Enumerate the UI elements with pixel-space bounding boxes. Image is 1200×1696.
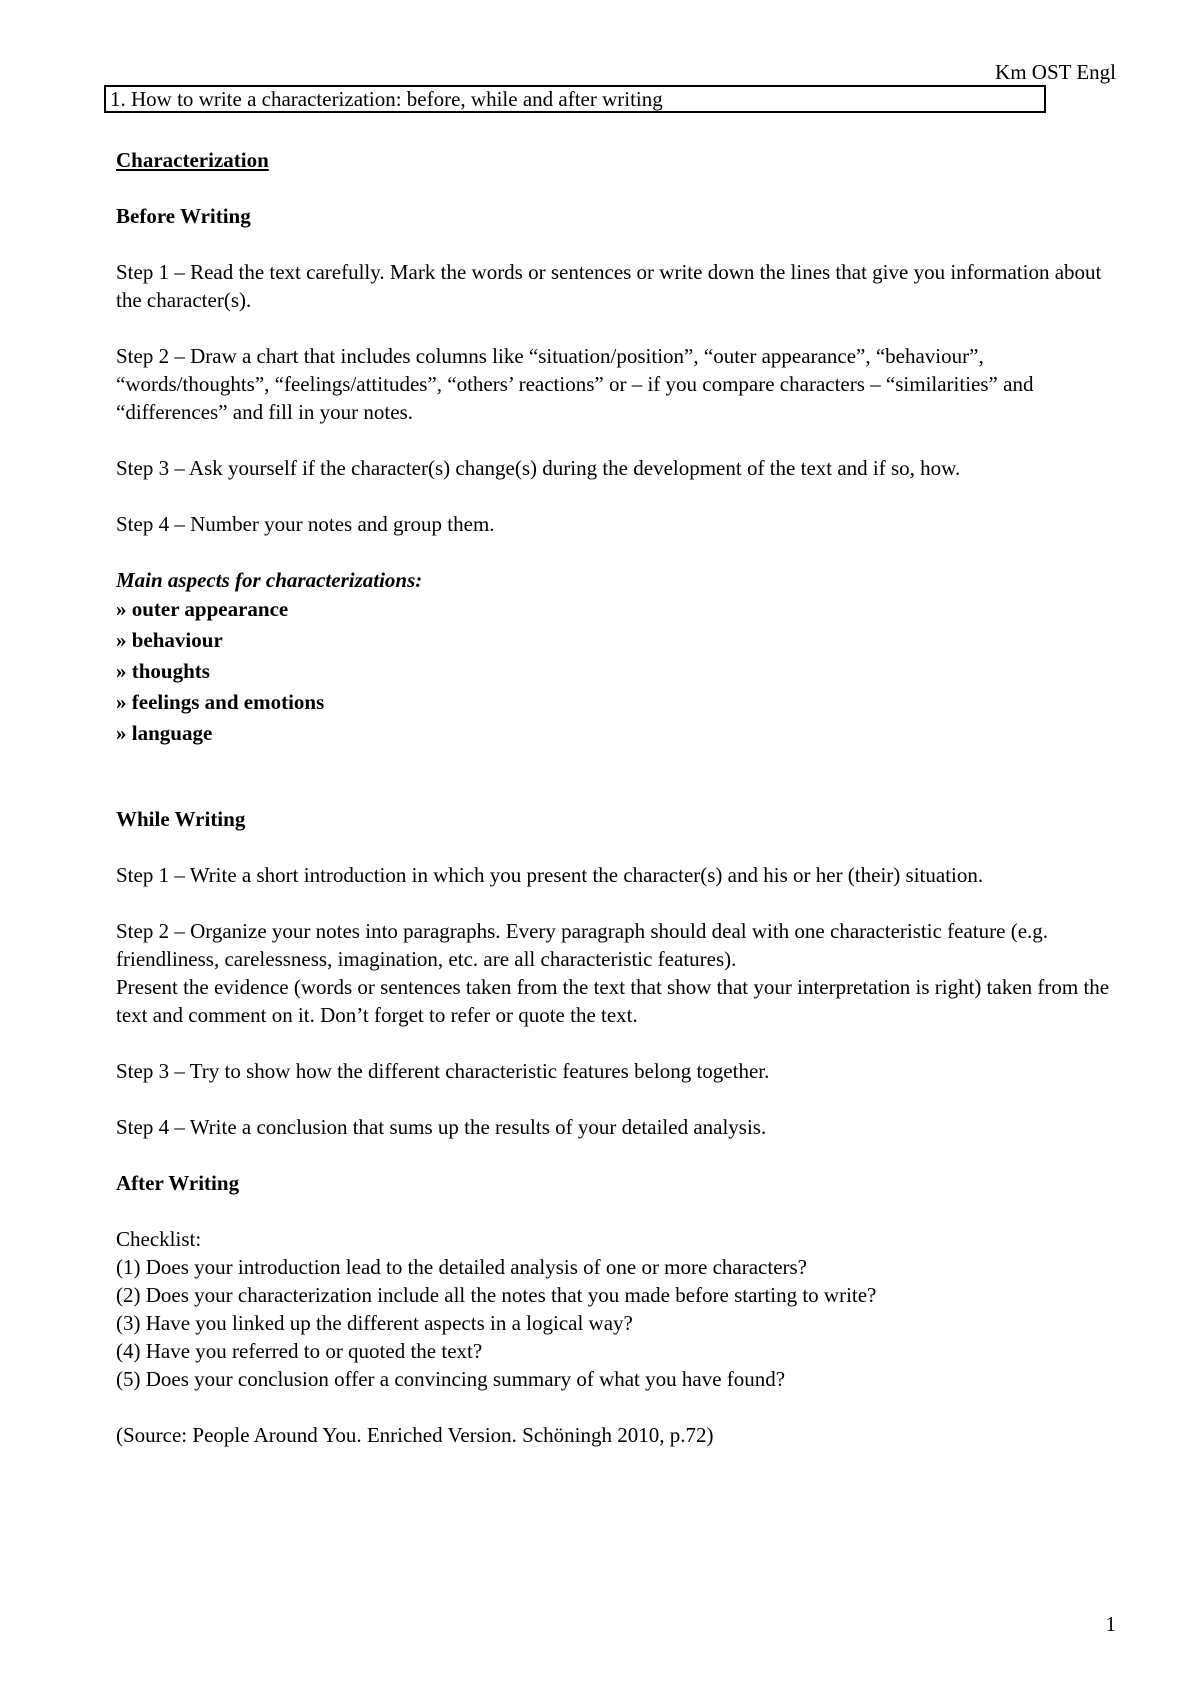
- source-citation: (Source: People Around You. Enriched Version. Schöningh 2010, p.72): [116, 1423, 714, 1447]
- while-step-2-evidence: Present the evidence (words or sentences taken from the text that show that your interpretation is right) taken from the text and comment on it. Don’t forget to refer or quote the text.: [116, 975, 1110, 1027]
- after-writing-heading: After Writing: [116, 1171, 240, 1195]
- while-writing-heading: While Writing: [116, 807, 246, 831]
- main-heading: Characterization: [116, 148, 269, 172]
- while-step-4: Step 4 – Write a conclusion that sums up the results of your detailed analysis.: [116, 1115, 767, 1139]
- aspect-item: » thoughts: [116, 659, 210, 683]
- header-course-code: Km OST Engl: [995, 60, 1116, 84]
- aspect-item: » feelings and emotions: [116, 690, 325, 714]
- before-step-2: Step 2 – Draw a chart that includes columns like “situation/position”, “outer appearance”, “behaviour”, “words/thoughts”, “feelings/attitudes”, “others’ reactions” or – if you compare characters – “similarities” and “differences” and fill in your notes.: [116, 344, 1034, 424]
- checklist-item: (2) Does your characterization include all the notes that you made before starting to write?: [116, 1283, 877, 1307]
- checklist-item: (1) Does your introduction lead to the detailed analysis of one or more characters?: [116, 1255, 808, 1279]
- while-step-3: Step 3 – Try to show how the different characteristic features belong together.: [116, 1059, 770, 1083]
- checklist-item: (5) Does your conclusion offer a convincing summary of what you have found?: [116, 1367, 786, 1391]
- before-step-4: Step 4 – Number your notes and group them.: [116, 512, 495, 536]
- title-box: 1. How to write a characterization: before, while and after writing: [104, 85, 1046, 113]
- page-number: 1: [1105, 1612, 1116, 1636]
- checklist-label: Checklist:: [116, 1227, 202, 1251]
- before-step-3: Step 3 – Ask yourself if the character(s) change(s) during the development of the text and if so, how.: [116, 456, 961, 480]
- before-writing-heading: Before Writing: [116, 204, 251, 228]
- aspects-title: Main aspects for characterizations:: [116, 568, 423, 592]
- checklist-item: (4) Have you referred to or quoted the text?: [116, 1339, 483, 1363]
- aspect-item: » outer appearance: [116, 597, 289, 621]
- checklist-item: (3) Have you linked up the different aspects in a logical way?: [116, 1311, 633, 1335]
- document-body: [116, 146, 1126, 1449]
- aspect-item: » language: [116, 721, 213, 745]
- while-step-1: Step 1 – Write a short introduction in which you present the character(s) and his or her (their) situation.: [116, 863, 984, 887]
- before-step-1: Step 1 – Read the text carefully. Mark the words or sentences or write down the lines that give you information about the character(s).: [116, 260, 1102, 312]
- while-step-2: Step 2 – Organize your notes into paragraphs. Every paragraph should deal with one characteristic feature (e.g. friendliness, carelessness, imagination, etc. are all characteristic features).: [116, 919, 1049, 971]
- aspect-item: » behaviour: [116, 628, 223, 652]
